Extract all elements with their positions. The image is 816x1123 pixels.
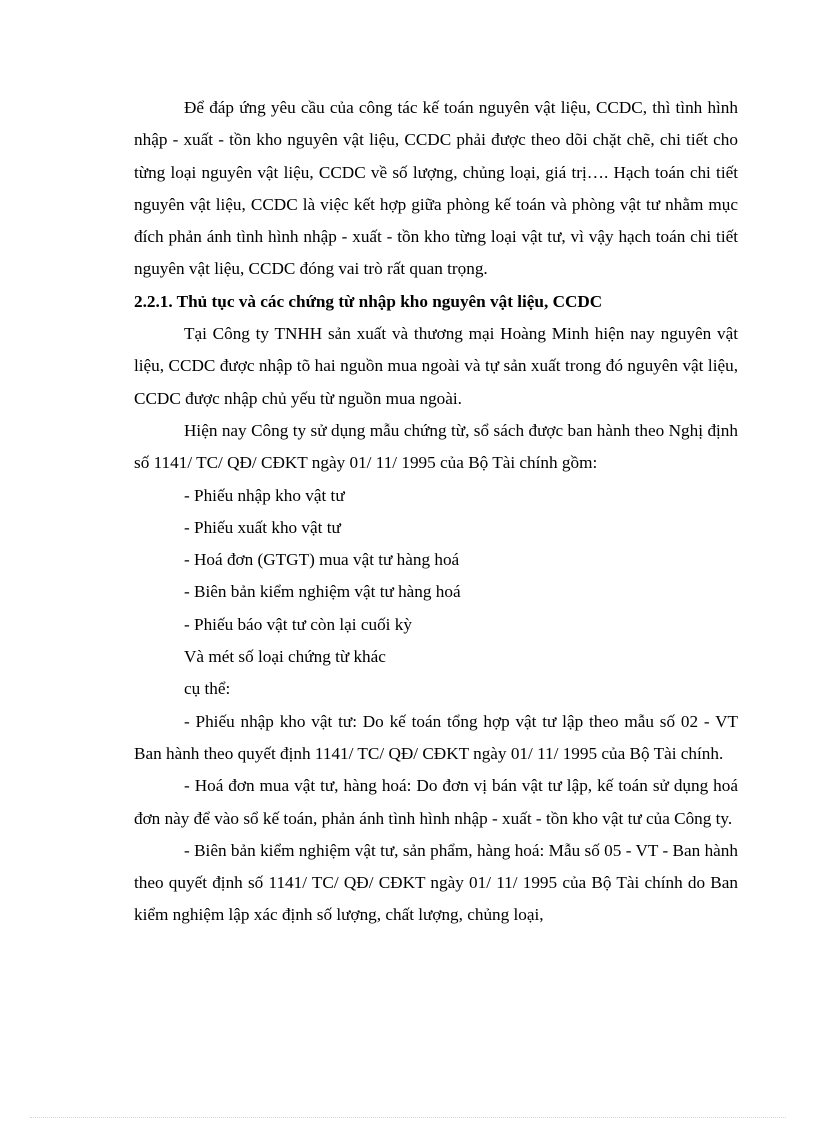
form-list-item: - Phiếu xuất kho vật tư: [184, 517, 341, 537]
section-heading: 2.2.1. Thủ tục và các chứng từ nhập kho nguyên vật liệu, CCDC: [134, 291, 603, 311]
specific-line: cụ thể:: [184, 679, 231, 699]
document-body: [134, 92, 738, 932]
page-bottom-divider: [30, 1117, 786, 1118]
inspection-detail-paragraph: - Biên bản kiểm nghiệm vật tư, sản phẩm, hàng hoá: Mẫu số 05 - VT - Ban hành theo quyết định số 1141/ TC/ QĐ/ CĐKT ngày 01/ 11/ 1995 của Bộ Tài chính do Ban kiểm nghiệm lập xác định số lượng, chất lượng, chủng loại,: [134, 840, 738, 925]
form-list-item: - Hoá đơn (GTGT) mua vật tư hàng hoá: [184, 550, 460, 570]
sources-paragraph: Tại Công ty TNHH sản xuất và thương mại Hoàng Minh hiện nay nguyên vật liệu, CCDC được nhập tõ hai nguồn mua ngoài và tự sản xuất trong đó nguyên vật liệu, CCDC được nhập chủ yếu từ nguồn mua ngoài.: [134, 324, 738, 408]
form-list-item: - Phiếu báo vật tư còn lại cuối kỳ: [184, 614, 412, 634]
forms-paragraph: Hiện nay Công ty sử dụng mẫu chứng từ, sổ sách được ban hành theo Nghị định số 1141/ TC/ QĐ/ CĐKT ngày 01/ 11/ 1995 của Bộ Tài chính gồm:: [134, 420, 738, 473]
form-list-item: - Phiếu nhập kho vật tư: [184, 485, 345, 505]
intro-paragraph: Để đáp ứng yêu cầu của công tác kế toán nguyên vật liệu, CCDC, thì tình hình nhập - xuất - tồn kho nguyên vật liệu, CCDC phải được theo dõi chặt chẽ, chi tiết cho từng loại nguyên vật liệu, CCDC về số lượng, chủng loại, giá trị…. Hạch toán chi tiết nguyên vật liệu, CCDC là việc kết hợp giữa phòng kế toán và phòng vật tư nhằm mục đích phản ánh tình hình nhập - xuất - tồn kho từng loại vật tư, vì vậy hạch toán chi tiết nguyên vật liệu, CCDC đóng vai trò rất quan trọng.: [134, 98, 738, 279]
form-list-item: - Biên bản kiểm nghiệm vật tư hàng hoá: [184, 582, 461, 602]
invoice-detail-paragraph: - Hoá đơn mua vật tư, hàng hoá: Do đơn vị bán vật tư lập, kế toán sử dụng hoá đơn này để vào sổ kế toán, phản ánh tình hình nhập - xuất - tồn kho vật tư của Công ty.: [134, 776, 738, 828]
receipt-detail-paragraph: - Phiếu nhập kho vật tư: Do kế toán tổng hợp vật tư lập theo mẫu số 02 - VT Ban hành theo quyết định 1141/ TC/ QĐ/ CĐKT ngày 01/ 11/ 1995 của Bộ Tài chính.: [134, 711, 738, 763]
other-documents-line: Và mét số loại chứng từ khác: [184, 647, 386, 667]
